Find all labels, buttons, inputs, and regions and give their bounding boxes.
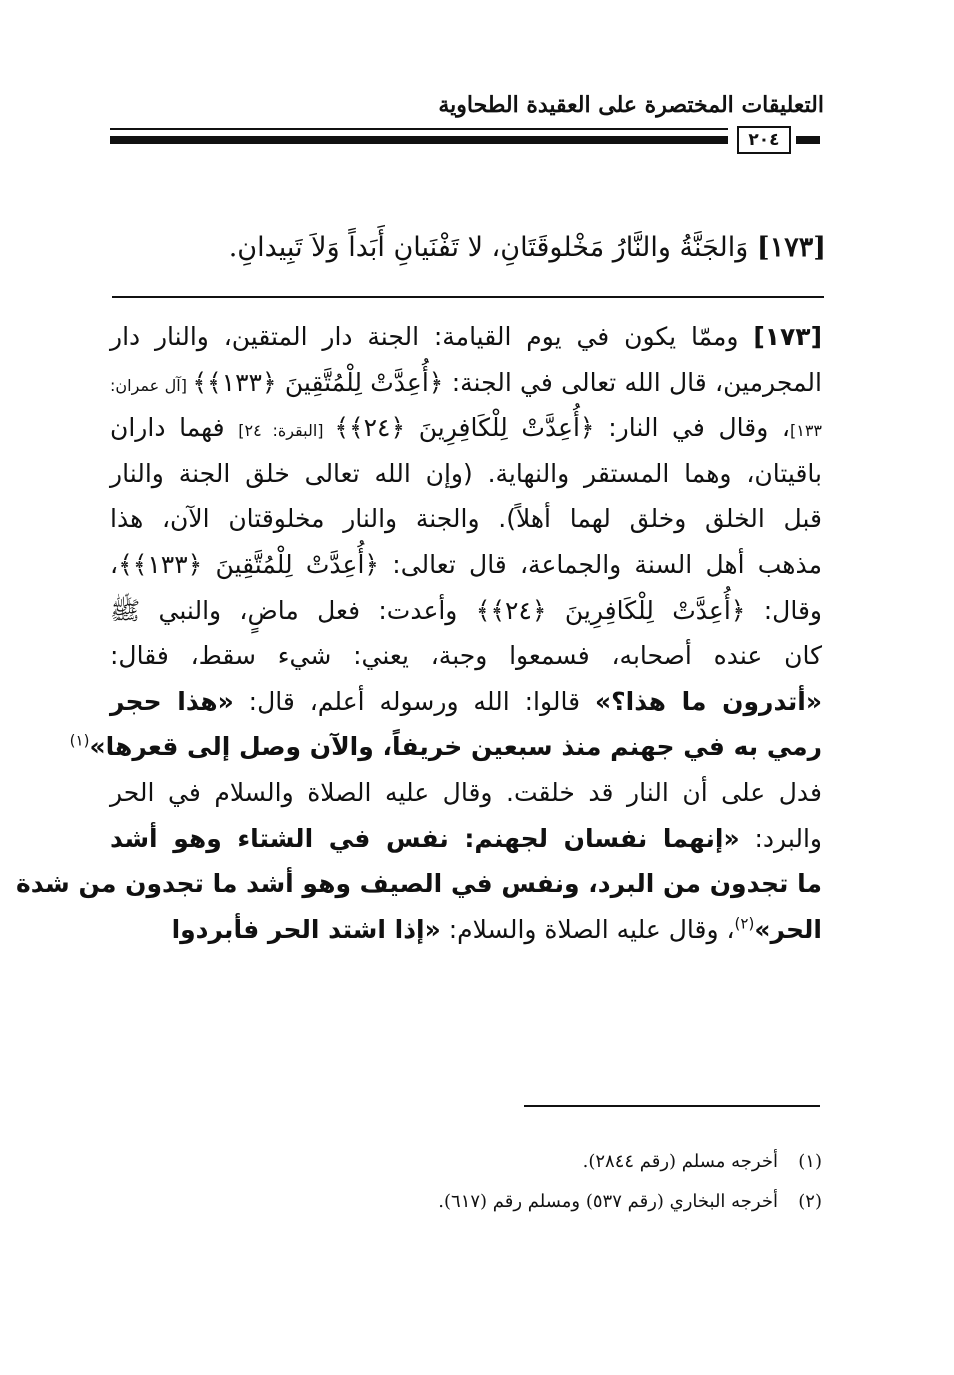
hadith-text: رمي به في جهنم منذ سبعين خريفاً، والآن وصل إلى قعرها»	[89, 732, 822, 762]
verse-reference: ١٣٣]	[789, 421, 822, 441]
commentary-line	[110, 542, 822, 588]
matn-body: وَالجَنَّةُ والنَّارُ مَخْلوقَتَانِ، لا تَفْنَيانِ أَبَداً وَلاَ تَبِيدانِ.	[228, 232, 749, 263]
footnote-marker: (٢)	[734, 914, 755, 933]
hadith-text: «إذا اشتد الحر فأبردوا	[171, 914, 441, 944]
quran-verse: ﴿أُعِدَّتْ لِلْكَافِرِينَ ﴿٢٤﴾﴾	[475, 595, 746, 625]
commentary-text: وممّا يكون في يوم القيامة: الجنة دار المتقين، والنار دار	[110, 322, 754, 351]
verse-reference: [آل عمران:	[110, 375, 193, 395]
header-rule-tail	[796, 136, 820, 144]
commentary-line	[69, 724, 822, 770]
commentary-line	[110, 314, 822, 360]
commentary-line	[110, 496, 822, 542]
header-rule	[110, 136, 728, 144]
commentary-text: كان عنده أصحابه، فسمعوا وجبة، يعني: شيء سقط، فقال:	[110, 641, 822, 671]
matn-divider	[112, 296, 824, 298]
commentary-text: فدل على أن النار قد خلقت. وقال عليه الصلاة والسلام في الحر	[110, 777, 822, 807]
footnote-number: (٢)	[798, 1191, 822, 1212]
commentary-text: وأعدت: فعل ماضٍ، والنبي ﷺ	[110, 595, 476, 625]
matn-text	[106, 228, 826, 268]
footnote-text: أخرجه مسلم (رقم ٢٨٤٤).	[582, 1151, 778, 1172]
commentary-text: فهما داران	[110, 413, 239, 443]
hadith-text: «إنهما نفسان لجهنم: نفس في الشتاء وهو أشد	[110, 823, 740, 853]
commentary-line	[15, 861, 822, 907]
quran-verse: ﴿أُعِدَّتْ لِلْمُتَّقِينَ ﴿١٣٣﴾﴾	[118, 549, 380, 579]
commentary-line	[110, 907, 822, 953]
commentary-line	[110, 633, 822, 679]
footnote-divider	[524, 1105, 820, 1107]
commentary-line	[110, 679, 822, 725]
footnote-number: (١)	[798, 1151, 822, 1172]
commentary-text: ، وقال عليه الصلاة والسلام:	[440, 914, 735, 944]
commentary-text: باقيتان، وهما المستقر والنهاية. (وإن الله تعالى خلق الجنة والنار	[110, 458, 822, 488]
hadith-text: الحر»	[754, 914, 822, 944]
matn-number: [١٧٣]	[756, 232, 826, 263]
footnote	[262, 1182, 822, 1222]
header-rule-thin	[110, 128, 728, 130]
hadith-text: ما تجدون من البرد، ونفس في الصيف وهو أشد ما تجدون من شدة	[15, 869, 822, 899]
commentary-text: قالوا: الله ورسوله أعلم، قال:	[233, 686, 595, 716]
quran-verse: ﴿أُعِدَّتْ لِلْكَافِرِينَ ﴿٢٤﴾﴾	[334, 413, 595, 443]
page-number: ٢٠٤	[737, 126, 791, 154]
commentary-line	[110, 770, 822, 816]
commentary-text: مذهب أهل السنة والجماعة، قال تعالى:	[379, 549, 823, 579]
footnote	[262, 1142, 822, 1182]
commentary-text: قبل الخلق وخلق لهما أهلاً). والجنة والنار مخلوقتان الآن، هذا	[110, 504, 822, 534]
commentary-text: ، وقال في النار:	[594, 413, 790, 443]
commentary-line	[110, 360, 822, 406]
commentary-text: وقال:	[745, 595, 822, 625]
verse-reference: [البقرة: ٢٤]	[238, 421, 335, 441]
commentary-body	[15, 314, 823, 952]
commentary-text: والبرد:	[739, 823, 822, 853]
commentary-line	[110, 816, 822, 862]
commentary-text: ،	[110, 549, 119, 579]
commentary-line	[110, 588, 822, 634]
hadith-text: [١٧٣]	[753, 322, 822, 351]
commentary-text: المجرمين، قال الله تعالى في الجنة:	[443, 367, 822, 397]
hadith-text: «هذا حجر	[110, 686, 234, 716]
quran-verse: ﴿أُعِدَّتْ لِلْمُتَّقِينَ ﴿١٣٣﴾﴾	[192, 367, 444, 397]
hadith-text: «أتدرون ما هذا؟»	[594, 686, 822, 716]
footnotes	[262, 1142, 822, 1222]
footnote-text: أخرجه البخاري (رقم ٥٣٧) ومسلم رقم (٦١٧).	[438, 1191, 778, 1212]
commentary-line	[110, 451, 822, 497]
footnote-marker: (١)	[69, 732, 90, 751]
commentary-line	[110, 405, 822, 451]
running-title: التعليقات المختصرة على العقيدة الطحاوية	[438, 92, 824, 118]
